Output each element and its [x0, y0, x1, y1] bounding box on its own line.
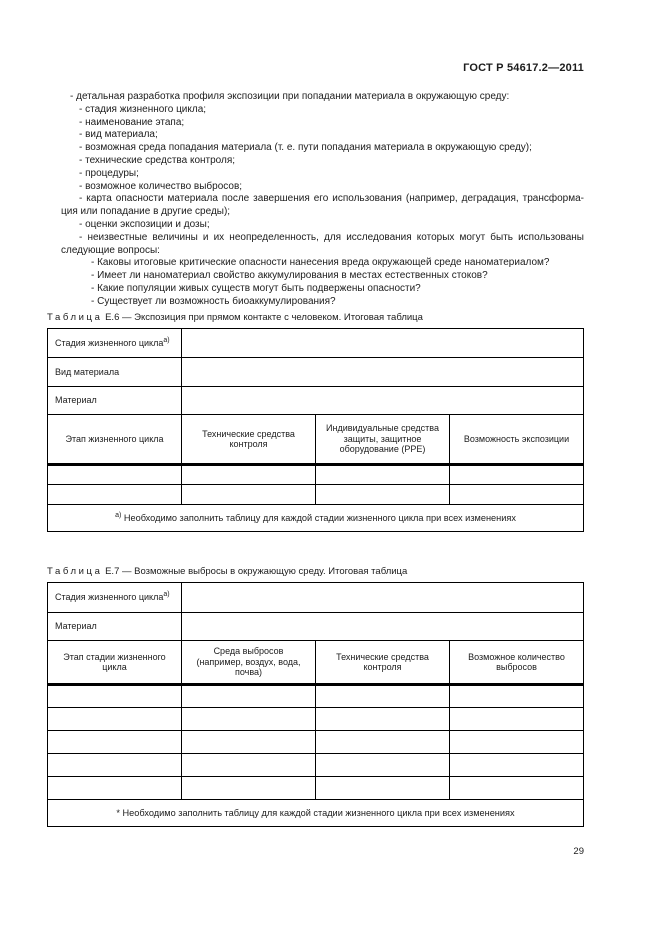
footnote-ref: а) [163, 336, 170, 344]
column-header-cell: Возможное количество выбросов [450, 641, 584, 685]
table-label-row [48, 583, 584, 613]
footnote-cell: * Необходимо заполнить таблицу для каждой стадии жизненного цикла при всех изменениях [48, 800, 584, 827]
table-empty-row [48, 465, 584, 485]
label-value-cell [182, 329, 584, 358]
footnote-marker: а) [115, 511, 122, 519]
empty-cell [182, 754, 316, 777]
text-line: - процедуры; [79, 167, 139, 179]
empty-cell [450, 485, 584, 505]
empty-cell [182, 731, 316, 754]
empty-cell [316, 485, 450, 505]
empty-cell [182, 708, 316, 731]
table-label-row [48, 387, 584, 415]
empty-cell [48, 754, 182, 777]
text-line: - детальная разработка профиля экспозиции при попадании материала в окружающую среду: [70, 91, 510, 102]
column-header-cell: Этап стадии жизненного цикла [48, 641, 182, 685]
empty-cell [316, 465, 450, 485]
empty-cell [48, 731, 182, 754]
text-line: - Каковы итоговые критические опасности нанесения вреда окружающей среде наноматериалом? [91, 257, 550, 269]
page-number: 29 [573, 846, 584, 857]
empty-cell [48, 685, 182, 708]
empty-cell [450, 465, 584, 485]
empty-cell [48, 708, 182, 731]
empty-cell [450, 708, 584, 731]
empty-cell [48, 465, 182, 485]
table-e7 [47, 582, 584, 827]
label-cell: Вид материала [48, 358, 182, 387]
table-e6 [47, 328, 584, 532]
column-header-cell: Технические средства контроля [182, 415, 316, 465]
empty-cell [316, 777, 450, 800]
table-header-row [48, 641, 584, 685]
table-empty-row [48, 754, 584, 777]
column-header-cell: Технические средства контроля [316, 641, 450, 685]
column-header-cell: Индивидуальные средства защиты, защитное оборудование (PPE) [316, 415, 450, 465]
text-line: - Какие популяции живых существ могут быть подвержены опасности? [91, 282, 421, 294]
label-value-cell [182, 583, 584, 613]
empty-cell [48, 777, 182, 800]
label-cell: Стадия жизненного цикла$^{а)}$ [48, 329, 182, 358]
table-caption-id: Е.6 [105, 312, 120, 323]
text-line: - вид материала; [79, 129, 158, 141]
label-cell: Материал [48, 613, 182, 641]
empty-cell [316, 754, 450, 777]
footnote-cell: $^{а)}$ Необходимо заполнить таблицу для каждой стадии жизненного цикла при всех изменениях [48, 505, 584, 532]
text-line: - Имеет ли наноматериал свойство аккумулирования в местах естественных стоков? [91, 270, 488, 282]
empty-cell [182, 485, 316, 505]
empty-cell [450, 777, 584, 800]
label-cell: Материал [48, 387, 182, 415]
empty-cell [316, 708, 450, 731]
table-e7-caption [47, 566, 584, 578]
table-e6-caption [47, 312, 584, 324]
table-empty-row [48, 731, 584, 754]
text-line: - возможная среда попадания материала (т. е. пути попадания материала в окружающую среду); [79, 142, 532, 154]
text-line: - технические средства контроля; [79, 154, 236, 166]
label-value-cell [182, 387, 584, 415]
table-label-row [48, 613, 584, 641]
empty-cell [450, 731, 584, 754]
empty-cell [182, 685, 316, 708]
table-e7-section [47, 566, 584, 827]
table-e6-section [47, 312, 584, 532]
page-header-standard-number: ГОСТ Р 54617.2—2011 [463, 62, 584, 74]
label-value-cell [182, 613, 584, 641]
column-header-cell: Среда выбросов (например, воздух, вода, почва) [182, 641, 316, 685]
text-line: ция или попадание в другие среды); [61, 206, 231, 218]
table-label-row [48, 358, 584, 387]
table-caption-word: Таблица [47, 566, 103, 577]
table-caption-text: — Возможные выбросы в окружающую среду. Итоговая таблица [122, 566, 408, 577]
text-line: - возможное количество выбросов; [79, 180, 243, 192]
empty-cell [450, 754, 584, 777]
empty-cell [316, 731, 450, 754]
table-footnote-row [48, 505, 584, 532]
empty-cell [182, 465, 316, 485]
label-value-cell [182, 358, 584, 387]
text-line: следующие вопросы: [61, 244, 160, 256]
text-line: - стадия жизненного цикла; [79, 103, 207, 115]
column-header-cell: Этап жизненного цикла [48, 415, 182, 465]
table-footnote-row [48, 800, 584, 827]
footnote-ref: а) [163, 591, 170, 599]
column-header-cell: Возможность экспозиции [450, 415, 584, 465]
table-empty-row [48, 485, 584, 505]
empty-cell [316, 685, 450, 708]
table-caption-text: — Экспозиция при прямом контакте с человеком. Итоговая таблица [122, 312, 423, 323]
empty-cell [182, 777, 316, 800]
table-empty-row [48, 685, 584, 708]
body-text-block [61, 91, 584, 309]
table-label-row [48, 329, 584, 358]
label-cell: Стадия жизненного цикла$^{а)}$ [48, 583, 182, 613]
text-line: - Существует ли возможность биоаккумулирования? [91, 295, 336, 307]
text-line: - оценки экспозиции и дозы; [79, 218, 210, 230]
empty-cell [450, 685, 584, 708]
table-header-row [48, 415, 584, 465]
table-empty-row [48, 777, 584, 800]
table-caption-word: Таблица [47, 312, 103, 323]
table-caption-id: Е.7 [105, 566, 120, 577]
text-line: - неизвестные величины и их неопределенность, для исследования которых могут быть использованы [79, 231, 584, 243]
empty-cell [48, 485, 182, 505]
table-empty-row [48, 708, 584, 731]
text-line: - карта опасности материала после завершения его использования (например, деградация, трансформа- [79, 193, 584, 205]
text-line: - наименование этапа; [79, 116, 185, 128]
